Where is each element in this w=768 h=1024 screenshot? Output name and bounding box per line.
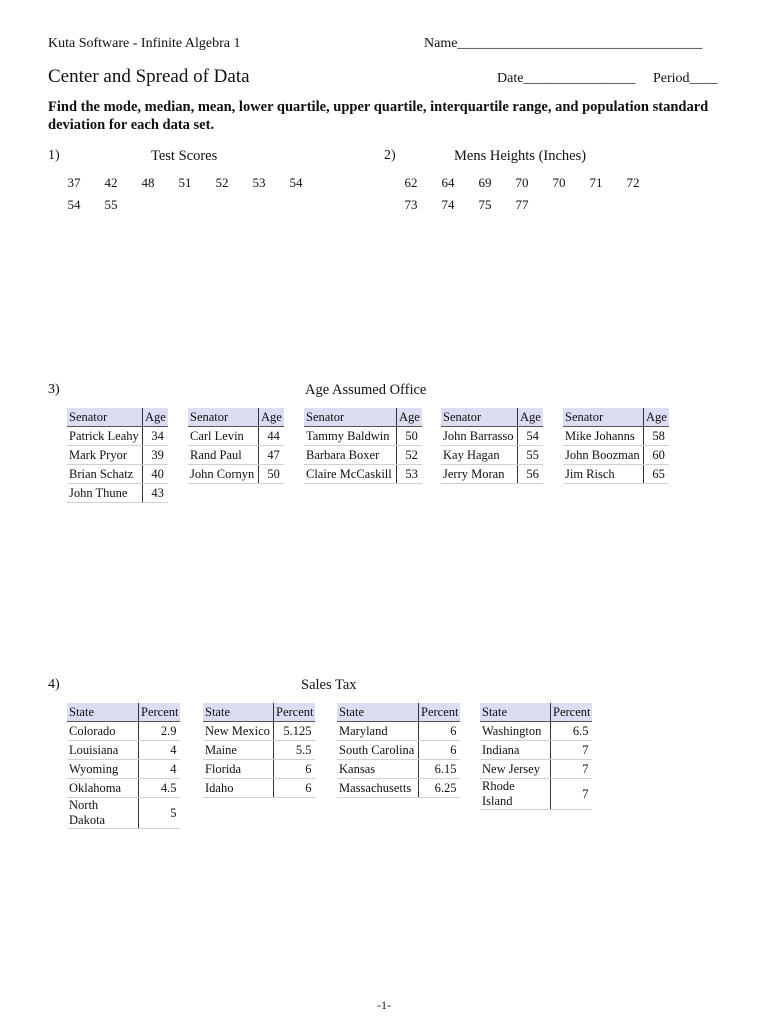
column-header-value: Percent — [139, 703, 181, 722]
column-header-value: Age — [397, 408, 422, 427]
table-cell-name: Jim Risch — [563, 465, 644, 484]
data-value: 69 — [478, 175, 492, 190]
data-value: 48 — [141, 175, 155, 190]
table-cell-name: Colorado — [67, 722, 139, 741]
table-row — [67, 798, 180, 829]
table-cell-name: Barbara Boxer — [304, 446, 397, 465]
table-row — [480, 779, 592, 810]
column-header-value: Percent — [274, 703, 316, 722]
table-row — [337, 722, 460, 741]
column-header-name: Senator — [67, 408, 143, 427]
table-cell-value: 54 — [518, 427, 543, 446]
table-row — [337, 760, 460, 779]
table-cell-value: 5 — [139, 798, 181, 829]
column-header-value: Percent — [419, 703, 461, 722]
table-cell-value: 7 — [551, 741, 593, 760]
data-value: 74 — [441, 197, 455, 212]
data-value: 55 — [104, 197, 118, 212]
table-row — [563, 427, 669, 446]
table-header-row — [67, 408, 168, 427]
table-cell-name: Patrick Leahy — [67, 427, 143, 446]
data-table — [304, 408, 422, 484]
table-row — [67, 741, 180, 760]
table-header-row — [203, 703, 315, 722]
table-cell-value: 6 — [419, 722, 461, 741]
problem-1-number: 1) — [48, 148, 60, 163]
data-table — [188, 408, 284, 484]
table-row — [304, 446, 422, 465]
table-cell-value: 7 — [551, 779, 593, 810]
table-header-row — [188, 408, 284, 427]
table-cell-name: Carl Levin — [188, 427, 259, 446]
table-cell-value: 2.9 — [139, 722, 181, 741]
table-cell-value: 60 — [644, 446, 669, 465]
data-table — [441, 408, 543, 484]
table-row — [441, 427, 543, 446]
table-cell-value: 4 — [139, 760, 181, 779]
table-cell-name: Maryland — [337, 722, 419, 741]
data-table — [67, 408, 168, 503]
column-header-name: State — [67, 703, 139, 722]
table-row — [67, 446, 168, 465]
table-cell-value: 39 — [143, 446, 168, 465]
table-row — [304, 465, 422, 484]
problem-4-number: 4) — [48, 677, 60, 692]
table-cell-name: Jerry Moran — [441, 465, 518, 484]
table-row — [480, 741, 592, 760]
table-cell-name: Brian Schatz — [67, 465, 143, 484]
table-row — [67, 484, 168, 503]
column-header-name: Senator — [563, 408, 644, 427]
table-cell-value: 6.25 — [419, 779, 461, 798]
data-table — [67, 703, 180, 829]
table-cell-name: Mike Johanns — [563, 427, 644, 446]
page-number: -1- — [377, 998, 391, 1012]
table-cell-name: New Jersey — [480, 760, 551, 779]
column-header-value: Percent — [551, 703, 593, 722]
table-row — [188, 446, 284, 465]
table-row — [563, 446, 669, 465]
table-cell-value: 43 — [143, 484, 168, 503]
column-header-value: Age — [259, 408, 284, 427]
table-cell-name: Claire McCaskill — [304, 465, 397, 484]
table-cell-name: Tammy Baldwin — [304, 427, 397, 446]
column-header-name: State — [480, 703, 551, 722]
problem-1-title: Test Scores — [151, 148, 218, 164]
table-cell-name: Kay Hagan — [441, 446, 518, 465]
table-row — [67, 760, 180, 779]
table-cell-name: South Carolina — [337, 741, 419, 760]
table-row — [337, 779, 460, 798]
table-row — [188, 465, 284, 484]
table-row — [480, 722, 592, 741]
table-header-row — [441, 408, 543, 427]
column-header-value: Age — [518, 408, 543, 427]
table-cell-value: 5.125 — [274, 722, 316, 741]
table-header-row — [67, 703, 180, 722]
table-row — [67, 465, 168, 484]
data-table — [203, 703, 315, 798]
table-cell-value: 40 — [143, 465, 168, 484]
data-value: 37 — [67, 175, 81, 190]
table-header-row — [563, 408, 669, 427]
table-cell-name: North Dakota — [67, 798, 139, 829]
table-row — [203, 779, 315, 798]
column-header-name: Senator — [304, 408, 397, 427]
table-row — [480, 760, 592, 779]
table-cell-value: 34 — [143, 427, 168, 446]
table-cell-name: Idaho — [203, 779, 274, 798]
period-field[interactable]: Period____ — [653, 71, 718, 86]
column-header-value: Age — [143, 408, 168, 427]
table-cell-value: 65 — [644, 465, 669, 484]
table-cell-value: 4 — [139, 741, 181, 760]
name-field[interactable]: Name___________________________________ — [424, 36, 703, 51]
table-cell-name: Louisiana — [67, 741, 139, 760]
table-cell-value: 6.5 — [551, 722, 593, 741]
table-row — [188, 427, 284, 446]
data-value: 70 — [515, 175, 529, 190]
table-row — [563, 465, 669, 484]
table-cell-value: 6 — [419, 741, 461, 760]
problem-2-number: 2) — [384, 148, 396, 163]
data-value: 53 — [252, 175, 266, 190]
data-value: 77 — [515, 197, 529, 212]
table-header-row — [480, 703, 592, 722]
table-cell-name: Maine — [203, 741, 274, 760]
data-table — [337, 703, 460, 798]
table-header-row — [337, 703, 460, 722]
data-value: 51 — [178, 175, 192, 190]
table-cell-name: Florida — [203, 760, 274, 779]
table-row — [67, 427, 168, 446]
column-header-name: Senator — [188, 408, 259, 427]
data-table — [480, 703, 592, 810]
table-cell-name: Rhode Island — [480, 779, 551, 810]
table-row — [67, 722, 180, 741]
software-label: Kuta Software - Infinite Algebra 1 — [48, 36, 241, 51]
data-value: 75 — [478, 197, 492, 212]
table-row — [67, 779, 180, 798]
table-cell-name: Washington — [480, 722, 551, 741]
page-title: Center and Spread of Data — [48, 66, 250, 87]
table-row — [203, 741, 315, 760]
data-table — [563, 408, 669, 484]
table-header-row — [304, 408, 422, 427]
problem-3-title: Age Assumed Office — [305, 382, 427, 398]
instructions: Find the mode, median, mean, lower quartile, upper quartile, interquartile range, and population standard deviation for each data set. — [48, 99, 709, 133]
table-cell-value: 44 — [259, 427, 284, 446]
data-value: 71 — [589, 175, 603, 190]
table-row — [304, 427, 422, 446]
data-value: 73 — [404, 197, 418, 212]
table-cell-value: 52 — [397, 446, 422, 465]
data-value: 54 — [289, 175, 303, 190]
data-value: 62 — [404, 175, 418, 190]
table-cell-value: 47 — [259, 446, 284, 465]
column-header-value: Age — [644, 408, 669, 427]
table-cell-value: 58 — [644, 427, 669, 446]
data-value: 64 — [441, 175, 455, 190]
table-cell-name: John Boozman — [563, 446, 644, 465]
column-header-name: State — [203, 703, 274, 722]
table-cell-value: 50 — [397, 427, 422, 446]
table-row — [203, 760, 315, 779]
data-value: 52 — [215, 175, 229, 190]
table-row — [441, 446, 543, 465]
table-cell-value: 50 — [259, 465, 284, 484]
table-cell-value: 6 — [274, 760, 316, 779]
table-cell-name: Massachusetts — [337, 779, 419, 798]
table-row — [203, 722, 315, 741]
table-cell-name: Wyoming — [67, 760, 139, 779]
table-cell-name: John Cornyn — [188, 465, 259, 484]
problem-3-number: 3) — [48, 382, 60, 397]
table-cell-value: 55 — [518, 446, 543, 465]
table-cell-name: John Thune — [67, 484, 143, 503]
table-cell-name: Kansas — [337, 760, 419, 779]
table-cell-name: New Mexico — [203, 722, 274, 741]
data-value: 70 — [552, 175, 566, 190]
table-cell-name: Indiana — [480, 741, 551, 760]
data-value: 54 — [67, 197, 81, 212]
table-row — [337, 741, 460, 760]
problem-2-title: Mens Heights (Inches) — [454, 148, 587, 164]
table-cell-value: 4.5 — [139, 779, 181, 798]
table-cell-value: 7 — [551, 760, 593, 779]
data-value: 72 — [626, 175, 640, 190]
problem-4-title: Sales Tax — [301, 677, 357, 693]
table-cell-value: 6.15 — [419, 760, 461, 779]
table-cell-name: Rand Paul — [188, 446, 259, 465]
table-row — [441, 465, 543, 484]
table-cell-name: John Barrasso — [441, 427, 518, 446]
column-header-name: Senator — [441, 408, 518, 427]
table-cell-value: 6 — [274, 779, 316, 798]
data-value: 42 — [104, 175, 118, 190]
table-cell-value: 5.5 — [274, 741, 316, 760]
column-header-name: State — [337, 703, 419, 722]
table-cell-name: Oklahoma — [67, 779, 139, 798]
table-cell-value: 53 — [397, 465, 422, 484]
table-cell-name: Mark Pryor — [67, 446, 143, 465]
table-cell-value: 56 — [518, 465, 543, 484]
date-field[interactable]: Date________________ — [497, 71, 636, 86]
